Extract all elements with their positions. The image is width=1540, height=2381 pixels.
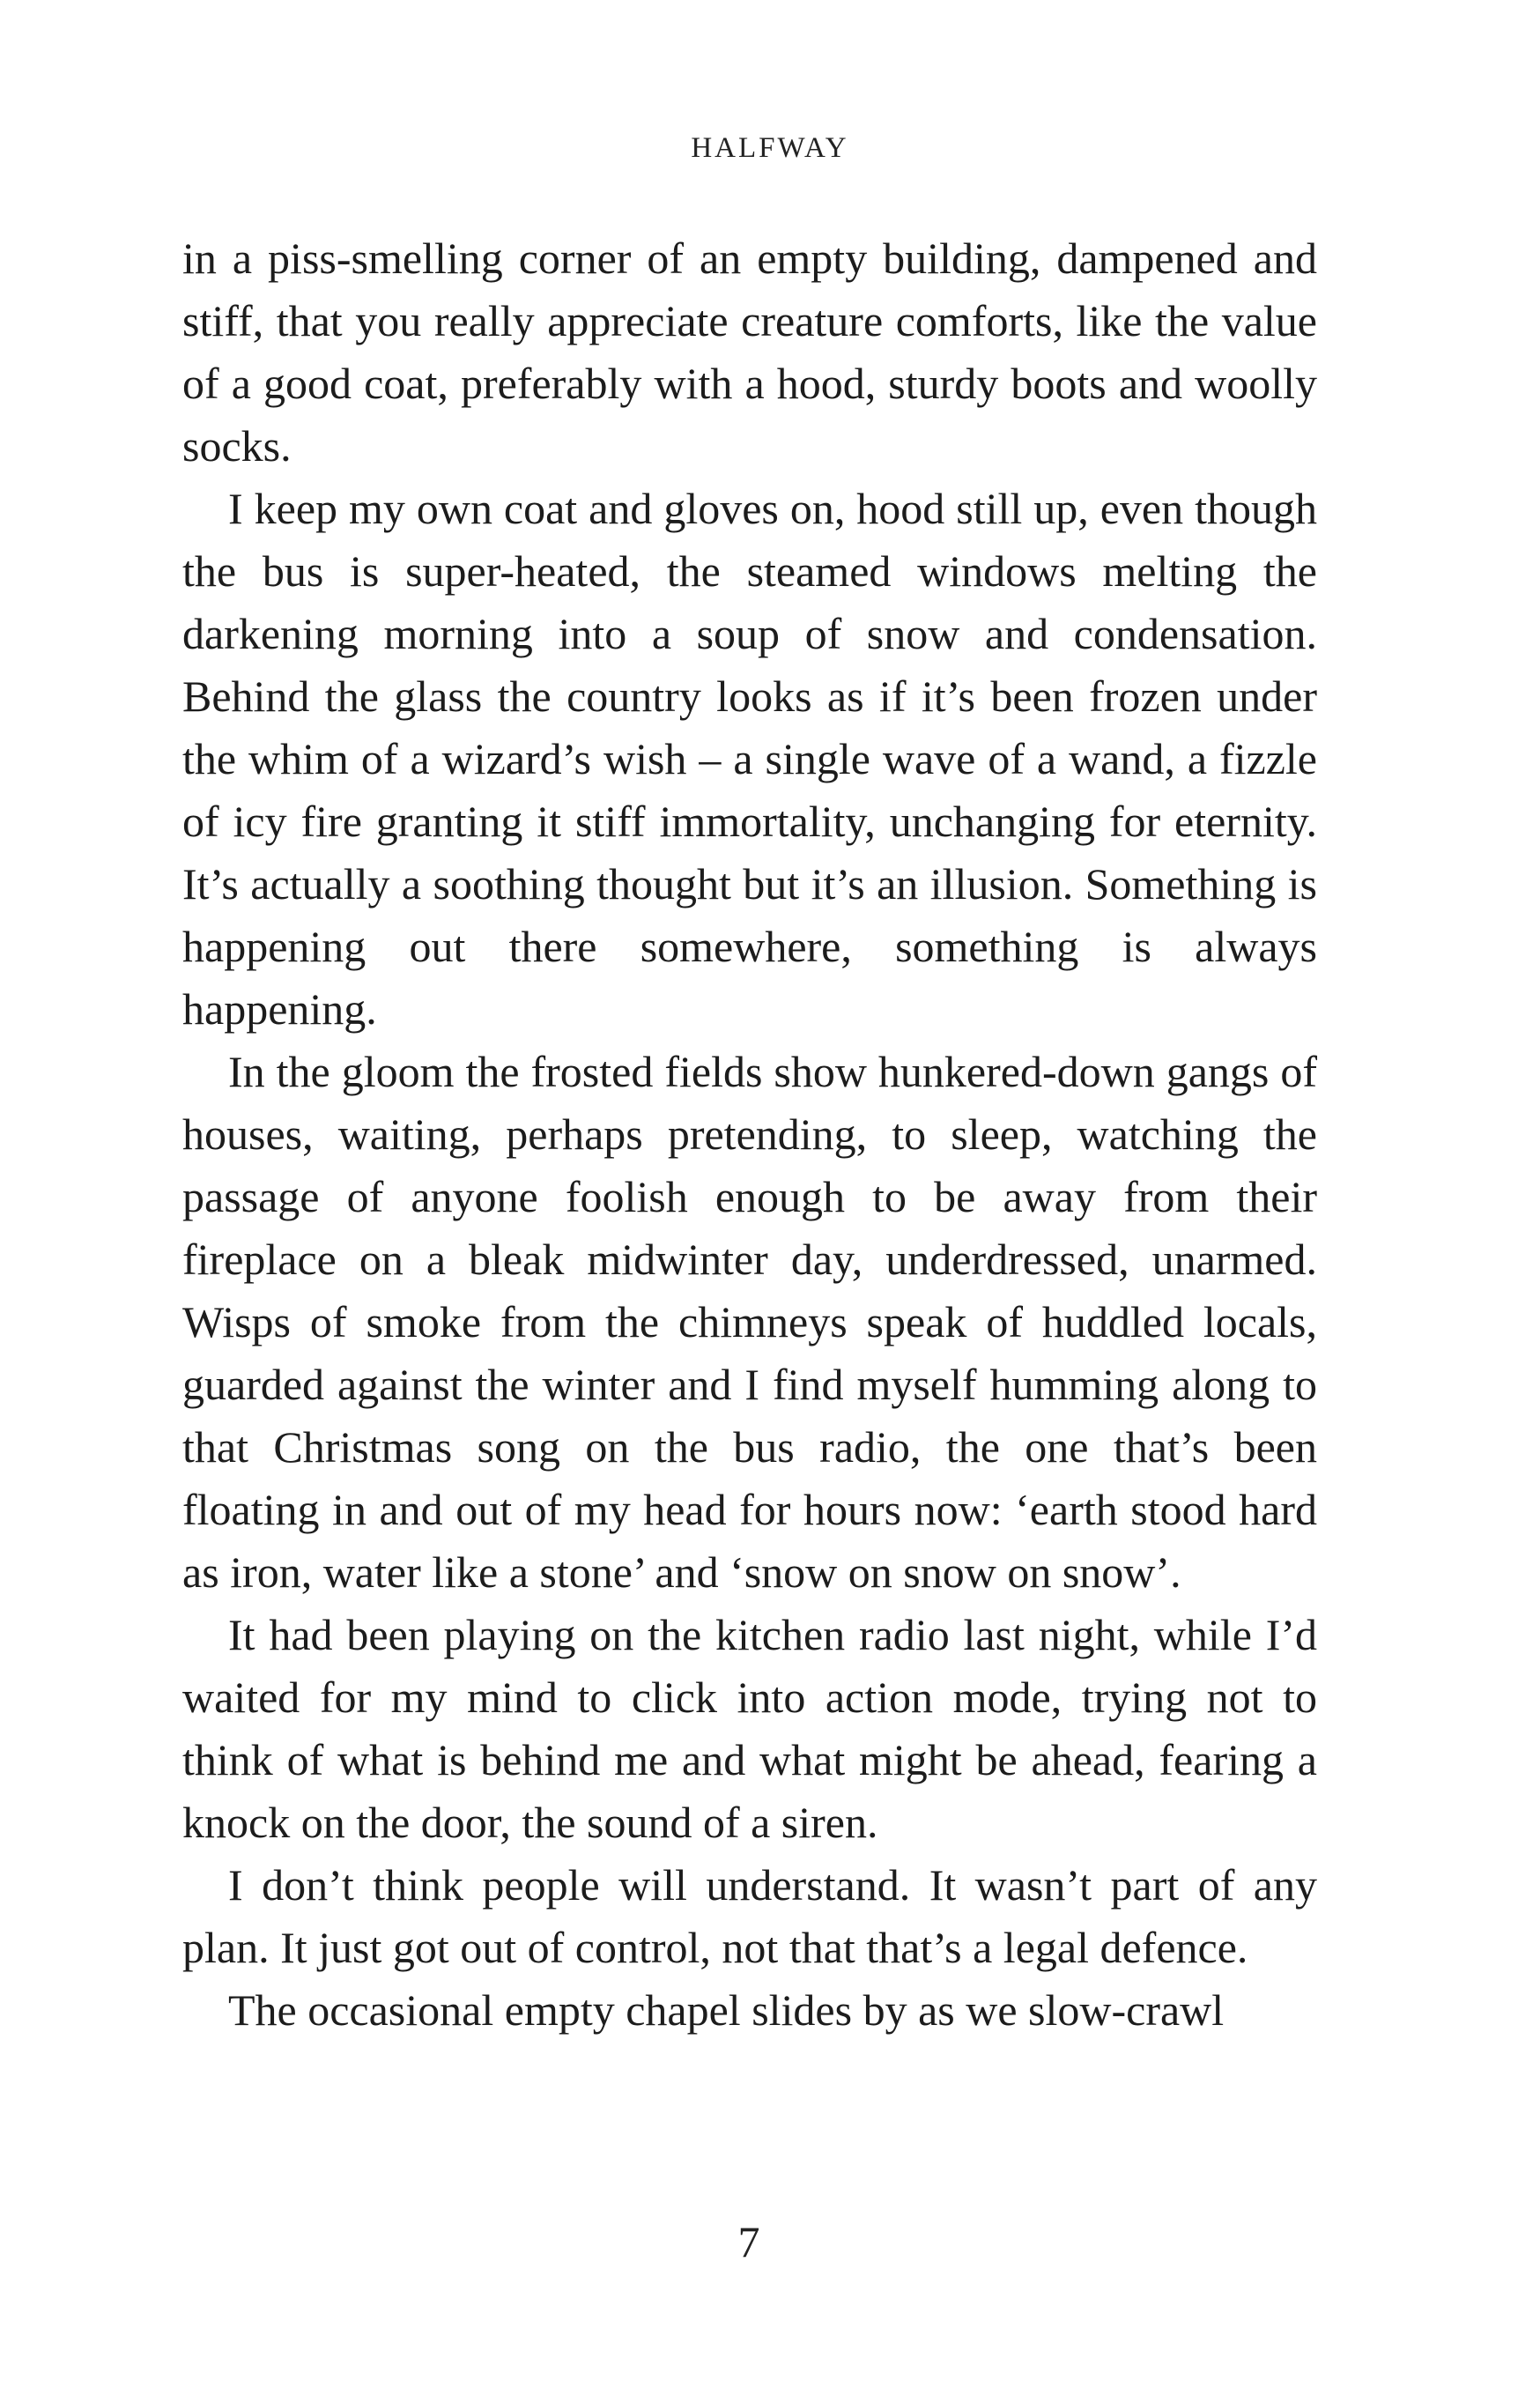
paragraph-5: I don’t think people will understand. It wasn’t part of any plan. It just got out of control, not that that’s a legal defence. (182, 1860, 1317, 1972)
running-head: HALFWAY (691, 132, 849, 164)
paragraph-1: in a piss-smelling corner of an empty building, dampened and stiff, that you really appreciate creature comforts, like the value of a good coat, preferably with a hood, sturdy boots and woolly socks. (182, 234, 1317, 471)
paragraph-3: In the gloom the frosted fields show hunkered-down gangs of houses, waiting, perhaps pretending, to sleep, watching the passage of anyone foolish enough to be away from their fireplace on a bleak midwinter day, underdressed, unarmed. Wisps of smoke from the chimneys speak of huddled locals, guarded against the winter and I find myself humming along to that Christmas song on the bus radio, the one that’s been floating in and out of my head for hours now: ‘earth stood hard as iron, water like a stone’ and ‘snow on snow on snow’. (182, 1047, 1317, 1597)
body-text (182, 227, 1317, 2042)
page-number: 7 (737, 2217, 760, 2266)
paragraph-4: It had been playing on the kitchen radio last night, while I’d waited for my mind to click into action mode, trying not to think of what is behind me and what might be ahead, fearing a knock on the door, the sound of a siren. (182, 1610, 1317, 1847)
paragraph-2: I keep my own coat and gloves on, hood still up, even though the bus is super-heated, the steamed windows melting the darkening morning into a soup of snow and condensation. Behind the glass the country looks as if it’s been frozen under the whim of a wizard’s wish – a single wave of a wand, a fizzle of icy fire granting it stiff immortality, unchanging for eternity. It’s actually a soothing thought but it’s an illusion. Something is happening out there somewhere, something is always happening. (182, 484, 1317, 1034)
paragraph-6: The occasional empty chapel slides by as we slow-crawl (228, 1985, 1225, 2035)
